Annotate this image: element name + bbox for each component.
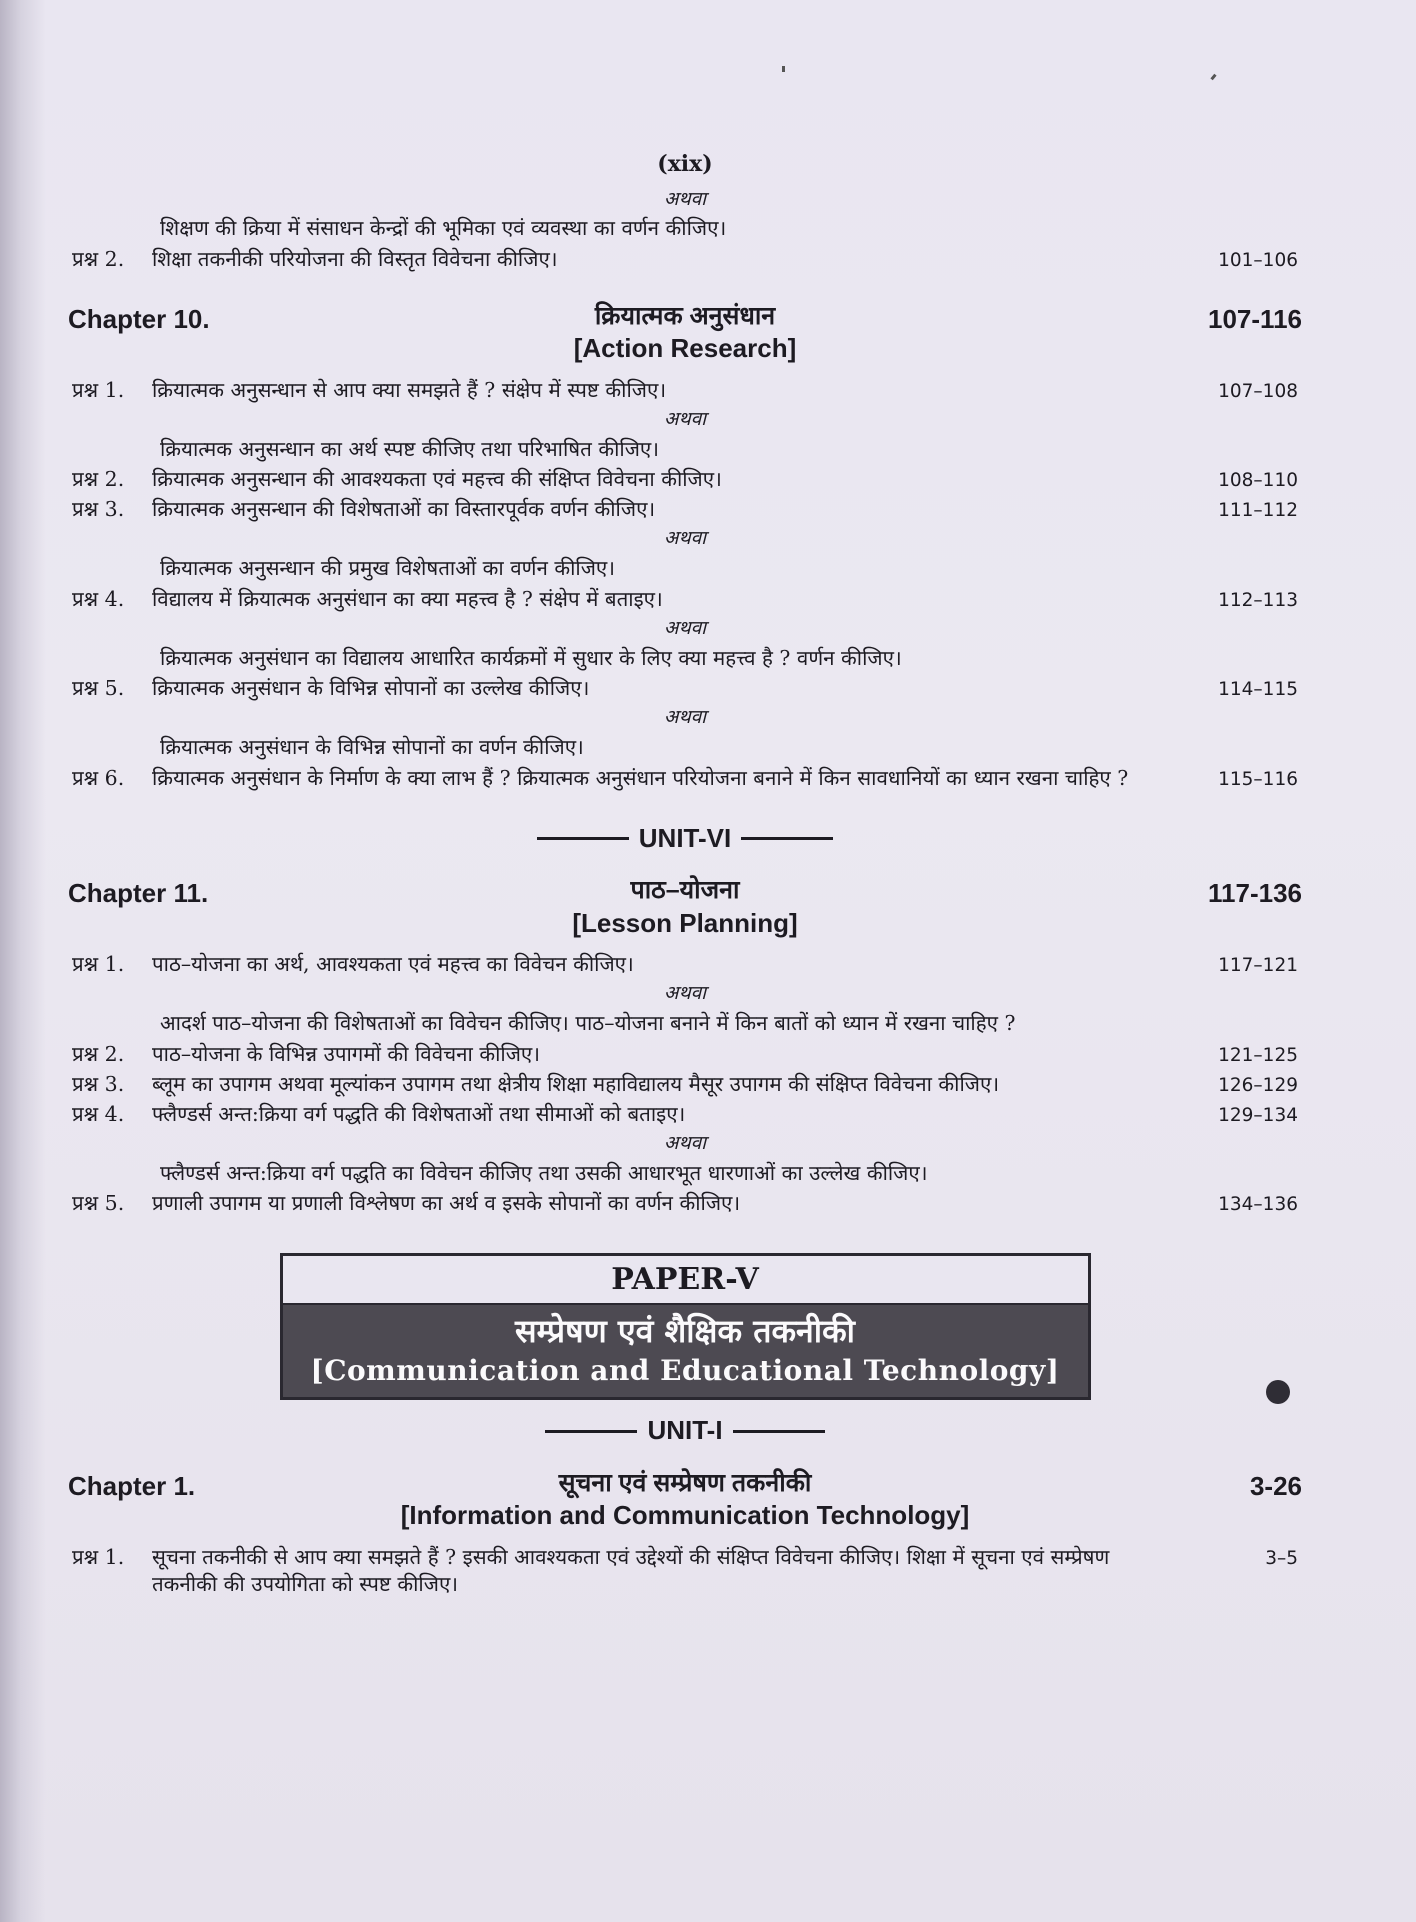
chapter-title-english: [Action Research]: [573, 333, 797, 364]
question-text: क्रियात्मक अनुसंधान के निर्माण के क्या लाभ हैं ? क्रियात्मक अनुसंधान परियोजना बनाने में किन सावधानियों का ध्यान रखना चाहिए ?: [152, 765, 1129, 790]
bullet-dot: [1266, 1380, 1290, 1404]
page-range: 107–108: [1218, 380, 1298, 402]
page-range: 108–110: [1218, 470, 1298, 492]
question-row: [72, 246, 1298, 273]
athva-separator: अथवा: [663, 616, 707, 639]
alternate-question: क्रियात्मक अनुसन्धान की प्रमुख विशेषताओं का वर्णन कीजिए।: [160, 556, 616, 581]
chapter-pages: 107-116: [1208, 303, 1302, 334]
question-label: प्रश्न 5.: [72, 676, 125, 701]
question-row: [72, 951, 1298, 978]
question-label: प्रश्न 2.: [72, 467, 125, 492]
chapter-heading: [68, 295, 1302, 371]
unit-label: UNIT-I: [647, 1415, 723, 1446]
chapter-pages: 3-26: [1249, 1471, 1302, 1502]
paper-title-hindi: सम्प्रेषण एवं शैक्षिक तकनीकी: [515, 1312, 855, 1351]
page-range: 121–125: [1218, 1044, 1298, 1066]
unit-label: UNIT-VI: [638, 822, 732, 853]
chapter-heading: [68, 1462, 1302, 1538]
unit-rule-left: [545, 1430, 637, 1433]
question-text: क्रियात्मक अनुसन्धान से आप क्या समझते हैं ? संक्षेप में स्पष्ट कीजिए।: [152, 377, 667, 402]
speck-mark: [1210, 74, 1216, 81]
question-text: क्रियात्मक अनुसन्धान की विशेषताओं का विस्तारपूर्वक वर्णन कीजिए।: [152, 497, 656, 522]
chapter-title-hindi: क्रियात्मक अनुसंधान: [594, 301, 776, 330]
unit-rule-right: [733, 1430, 825, 1433]
question-row: [72, 496, 1298, 523]
chapter-title-hindi: पाठ–योजना: [630, 876, 740, 905]
question-row: [72, 466, 1298, 493]
binding-shadow: [0, 0, 46, 1922]
question-label: प्रश्न 4.: [72, 586, 125, 611]
question-text: पाठ–योजना के विभिन्न उपागमों की विवेचना कीजिए।: [152, 1041, 541, 1066]
question-text: शिक्षा तकनीकी परियोजना की विस्तृत विवेचना कीजिए।: [152, 246, 558, 271]
question-row: [72, 1190, 1298, 1217]
chapter-title-english: [Information and Communication Technology]: [400, 1500, 970, 1531]
alternate-question: क्रियात्मक अनुसन्धान का अर्थ स्पष्ट कीजिए तथा परिभाषित कीजिए।: [160, 436, 660, 461]
question-text: पाठ–योजना का अर्थ, आवश्यकता एवं महत्त्व का विवेचन कीजिए।: [152, 952, 634, 977]
question-label: प्रश्न 1.: [72, 1545, 125, 1570]
question-row: [72, 586, 1298, 613]
chapter-number: Chapter 10.: [68, 303, 210, 334]
athva-separator: अथवा: [663, 408, 707, 431]
page-range: 3–5: [1265, 1548, 1298, 1570]
page-range: 129–134: [1218, 1104, 1298, 1126]
question-label: प्रश्न 2.: [72, 246, 125, 271]
chapter-title: [72, 301, 1298, 365]
question-row: [72, 1101, 1298, 1128]
page-range: 112–113: [1218, 589, 1298, 611]
question-label: प्रश्न 6.: [72, 765, 125, 790]
page-range: 115–116: [1218, 768, 1298, 790]
unit-heading: [72, 822, 1298, 856]
unit-rule-right: [741, 837, 833, 840]
paper-banner: [280, 1253, 1091, 1400]
question-text: विद्यालय में क्रियात्मक अनुसंधान का क्या महत्त्व है ? संक्षेप में बताइए।: [152, 586, 663, 611]
athva-separator: अथवा: [663, 706, 707, 729]
page-number: (xix): [657, 151, 713, 177]
question-text: प्रणाली उपागम या प्रणाली विश्लेषण का अर्थ व इसके सोपानों का वर्णन कीजिए।: [152, 1191, 741, 1216]
chapter-title: [72, 1468, 1298, 1532]
question-text: फ्लैण्डर्स अन्त:क्रिया वर्ग पद्धति की विशेषताओं तथा सीमाओं को बताइए।: [152, 1101, 686, 1126]
alternate-question: आदर्श पाठ–योजना की विशेषताओं का विवेचन कीजिए। पाठ–योजना बनाने में किन बातों को ध्यान में रखना चाहिए ?: [160, 1011, 1016, 1036]
alternate-question: शिक्षण की क्रिया में संसाधन केन्द्रों की भूमिका एवं व्यवस्था का वर्णन कीजिए।: [160, 216, 727, 241]
question-row: [72, 1041, 1298, 1068]
chapter-pages: 117-136: [1208, 878, 1302, 909]
page-range: 101–106: [1218, 249, 1298, 271]
speck-mark: [782, 66, 785, 72]
chapter-title: [72, 875, 1298, 939]
athva-separator: अथवा: [663, 187, 707, 210]
question-label: प्रश्न 3.: [72, 1071, 125, 1096]
question-label: प्रश्न 1.: [72, 377, 125, 402]
chapter-number: Chapter 11.: [68, 878, 209, 909]
alternate-question: क्रियात्मक अनुसंधान के विभिन्न सोपानों का वर्णन कीजिए।: [160, 734, 584, 759]
chapter-heading: [68, 869, 1302, 945]
page-range: 126–129: [1218, 1074, 1298, 1096]
question-label: प्रश्न 5.: [72, 1191, 125, 1216]
page-range: 111–112: [1218, 500, 1298, 522]
athva-separator: अथवा: [663, 1131, 707, 1154]
question-label: प्रश्न 2.: [72, 1041, 125, 1066]
question-text: सूचना तकनीकी से आप क्या समझते हैं ? इसकी आवश्यकता एवं उद्देश्यों की संक्षिप्त विवेचना कीजिए। शिक्षा में सूचना एवं सम्प्रेषण तकनीकी की उपयोगिता को स्पष्ट कीजिए।: [152, 1545, 1110, 1596]
question-row: [72, 675, 1298, 702]
paper-label: PAPER-V: [283, 1256, 1088, 1305]
page-range: 134–136: [1218, 1194, 1298, 1216]
chapter-title-hindi: सूचना एवं सम्प्रेषण तकनीकी: [558, 1469, 812, 1498]
page-range: 114–115: [1218, 679, 1298, 701]
chapter-title-english: [Lesson Planning]: [572, 907, 798, 938]
question-row: [72, 377, 1298, 404]
unit-heading: [72, 1414, 1298, 1448]
question-row: [72, 1071, 1298, 1098]
paper-title-band: [283, 1305, 1088, 1397]
page-range: 117–121: [1218, 955, 1298, 977]
paper-title-english: [Communication and Educational Technology]: [310, 1353, 1060, 1387]
athva-separator: अथवा: [663, 982, 707, 1005]
question-row: [72, 765, 1298, 792]
alternate-question: फ्लैण्डर्स अन्त:क्रिया वर्ग पद्धति का विवेचन कीजिए तथा उसकी आधारभूत धारणाओं का उल्लेख कीजिए।: [160, 1160, 928, 1185]
athva-separator: अथवा: [663, 527, 707, 550]
contents-listing: [68, 150, 1302, 1600]
question-label: प्रश्न 1.: [72, 952, 125, 977]
question-label: प्रश्न 3.: [72, 497, 125, 522]
question-label: प्रश्न 4.: [72, 1101, 125, 1126]
question-text: क्रियात्मक अनुसन्धान की आवश्यकता एवं महत्त्व की संक्षिप्त विवेचना कीजिए।: [152, 467, 722, 492]
question-text: ब्लूम का उपागम अथवा मूल्यांकन उपागम तथा क्षेत्रीय शिक्षा महाविद्यालय मैसूर उपागम की संक्षिप्त विवेचना कीजिए।: [152, 1071, 1000, 1096]
question-row: [72, 1544, 1298, 1597]
alternate-question: क्रियात्मक अनुसंधान का विद्यालय आधारित कार्यक्रमों में सुधार के लिए क्या महत्त्व है ? वर्णन कीजिए।: [160, 645, 902, 670]
chapter-number: Chapter 1.: [68, 1471, 196, 1502]
question-text: क्रियात्मक अनुसंधान के विभिन्न सोपानों का उल्लेख कीजिए।: [152, 676, 590, 701]
unit-rule-left: [537, 837, 629, 840]
